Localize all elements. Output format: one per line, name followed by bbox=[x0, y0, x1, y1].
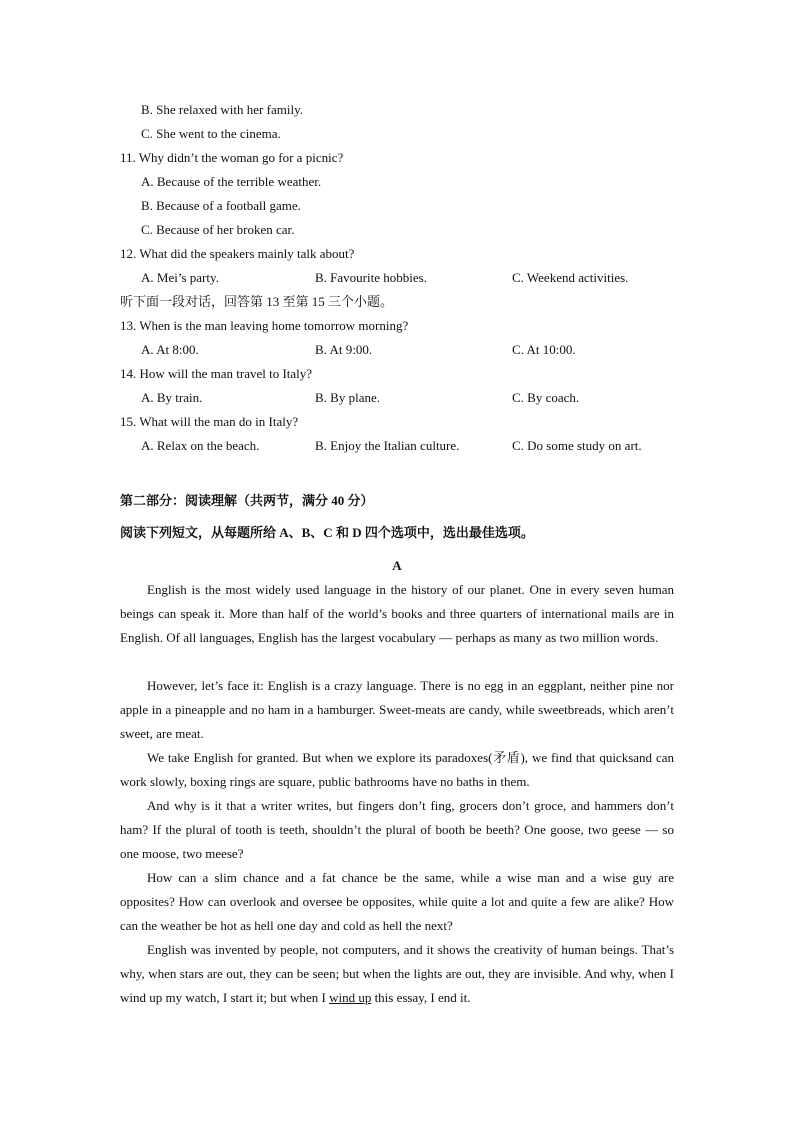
passage-label: A bbox=[392, 558, 402, 573]
q14-option-c: C. By coach. bbox=[512, 390, 580, 405]
q15-question: 15. What will the man do in Italy? bbox=[120, 414, 299, 429]
q14-question: 14. How will the man travel to Italy? bbox=[120, 366, 313, 381]
q11-option-b: B. Because of a football game. bbox=[141, 198, 301, 213]
q13-option-b: B. At 9:00. bbox=[315, 342, 373, 357]
q15-option-b: B. Enjoy the Italian culture. bbox=[315, 438, 460, 453]
part2-instruction: 阅读下列短文，从每题所给 A、B、C 和 D 四个选项中，选出最佳选项。 bbox=[120, 525, 534, 540]
q12-option-c: C. Weekend activities. bbox=[512, 270, 629, 285]
q12-question: 12. What did the speakers mainly talk about? bbox=[120, 246, 355, 261]
paragraph-6-end: this essay, I end it. bbox=[371, 990, 471, 1005]
passage-paragraph-1 bbox=[120, 578, 674, 650]
paragraph-1-text: English is the most widely used language in the history of our planet. One in every seven human beings can speak it. More than half of the world’s books and three quarters of international mails are in English. Of all languages, English has the largest vocabulary — perhaps as many as two million words. bbox=[120, 582, 674, 645]
q14-option-a: A. By train. bbox=[141, 390, 203, 405]
q11-question: 11. Why didn’t the woman go for a picnic? bbox=[120, 150, 344, 165]
q11-option-c: C. Because of her broken car. bbox=[141, 222, 295, 237]
paragraph-4-text: And why is it that a writer writes, but fingers don’t fing, grocers don’t groce, and hammers don’t ham? If the plural of tooth is teeth, shouldn’t the plural of booth be beeth? One goose, two geese — so one moose, two meese? bbox=[120, 798, 674, 861]
section-instruction: 听下面一段对话，回答第 13 至第 15 三个小题。 bbox=[120, 294, 394, 309]
passage-paragraph-6 bbox=[120, 938, 674, 1010]
q12-option-b: B. Favourite hobbies. bbox=[315, 270, 427, 285]
passage-paragraph-4 bbox=[120, 794, 674, 866]
passage-paragraph-3 bbox=[120, 746, 674, 794]
underlined-phrase: wind up bbox=[329, 990, 372, 1005]
paragraph-6-text: English was invented by people, not computers, and it shows the creativity of human beings. That’s why, when stars are out, they can be seen; but when the lights are out, they are invisible. And why, when I wind up my watch, I start it; but when I bbox=[120, 942, 674, 1005]
paragraph-3-text: We take English for granted. But when we explore its paradoxes(矛盾), we find that quicksand can work slowly, boxing rings are square, public bathrooms have no baths in them. bbox=[120, 750, 674, 789]
q14-option-b: B. By plane. bbox=[315, 390, 380, 405]
q11-option-a: A. Because of the terrible weather. bbox=[141, 174, 322, 189]
q15-option-c: C. Do some study on art. bbox=[512, 438, 642, 453]
passage-paragraph-2 bbox=[120, 674, 674, 746]
paragraph-5-text: How can a slim chance and a fat chance be the same, while a wise man and a wise guy are opposites? How can overlook and oversee be opposites, while quite a lot and quite a few are alike? How can the weather be hot as hell one day and cold as hell the next? bbox=[120, 870, 674, 933]
part2-heading: 第二部分：阅读理解（共两节，满分 40 分） bbox=[120, 493, 374, 508]
q10-option-b: B. She relaxed with her family. bbox=[141, 102, 303, 117]
q12-option-a: A. Mei’s party. bbox=[141, 270, 219, 285]
q13-option-a: A. At 8:00. bbox=[141, 342, 199, 357]
q10-option-c: C. She went to the cinema. bbox=[141, 126, 281, 141]
q13-option-c: C. At 10:00. bbox=[512, 342, 576, 357]
passage-paragraph-5 bbox=[120, 866, 674, 938]
q15-option-a: A. Relax on the beach. bbox=[141, 438, 260, 453]
q13-question: 13. When is the man leaving home tomorrow morning? bbox=[120, 318, 409, 333]
paragraph-2-text: However, let’s face it: English is a crazy language. There is no egg in an eggplant, neither pine nor apple in a pineapple and no ham in a hamburger. Sweet-meats are candy, while sweetbreads, which aren’t sweet, are meat. bbox=[120, 678, 674, 741]
